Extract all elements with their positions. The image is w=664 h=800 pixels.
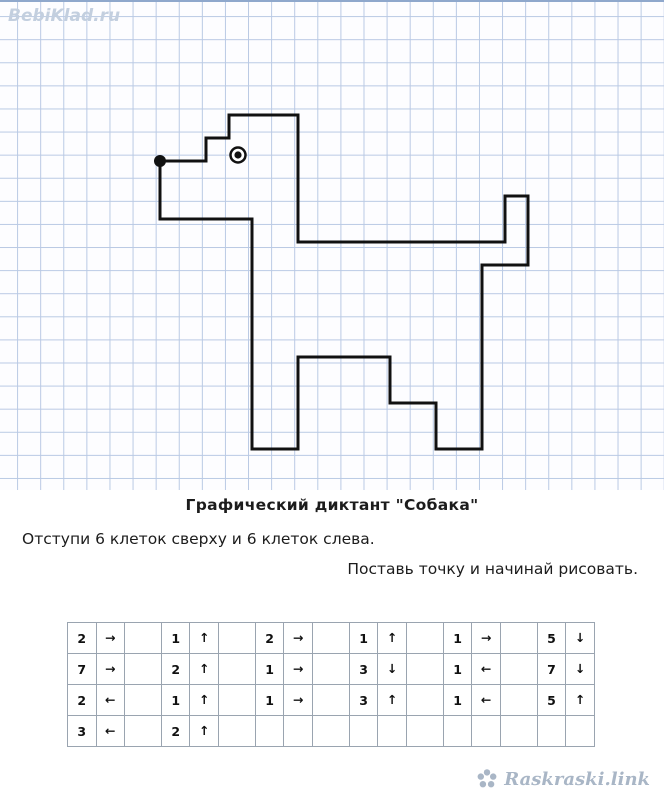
arrow-icon: → [284, 654, 313, 685]
step-count: 7 [68, 654, 97, 685]
table-row [68, 623, 595, 654]
arrow-icon: → [284, 685, 313, 716]
empty-cell [284, 716, 313, 747]
arrow-icon: → [284, 623, 313, 654]
eye-pupil [234, 151, 241, 158]
spacer-cell [406, 654, 443, 685]
step-count: 2 [255, 623, 284, 654]
arrow-icon: ↓ [378, 654, 407, 685]
arrow-icon: ↓ [566, 654, 595, 685]
step-count: 3 [349, 654, 378, 685]
instruction-line-1: Отступи 6 клеток сверху и 6 клеток слева. [22, 530, 375, 548]
spacer-cell [218, 685, 255, 716]
empty-cell [255, 716, 284, 747]
step-count: 3 [349, 685, 378, 716]
spacer-cell [500, 716, 537, 747]
start-point [154, 155, 166, 167]
step-count: 2 [161, 654, 190, 685]
empty-cell [537, 716, 566, 747]
spacer-cell [406, 716, 443, 747]
arrow-icon: ↑ [190, 716, 219, 747]
step-count: 1 [255, 685, 284, 716]
step-count: 5 [537, 623, 566, 654]
arrow-icon: ↑ [378, 623, 407, 654]
arrow-icon: ← [472, 685, 501, 716]
logo-text: Raskraski.link [504, 768, 650, 790]
instruction-line-2: Поставь точку и начинай рисовать. [347, 560, 638, 578]
empty-cell [472, 716, 501, 747]
spacer-cell [218, 623, 255, 654]
spacer-cell [125, 685, 162, 716]
table-row [68, 685, 595, 716]
spacer-cell [312, 685, 349, 716]
steps-table [67, 622, 595, 747]
arrow-icon: → [96, 654, 125, 685]
step-count: 1 [161, 685, 190, 716]
table-row [68, 654, 595, 685]
spacer-cell [125, 654, 162, 685]
spacer-cell [125, 623, 162, 654]
arrow-icon: ↑ [566, 685, 595, 716]
step-count: 2 [68, 685, 97, 716]
watermark-bebiklad: BebiKlad.ru [8, 6, 121, 26]
arrow-icon: → [96, 623, 125, 654]
empty-cell [378, 716, 407, 747]
flower-icon [476, 768, 498, 790]
arrow-icon: ← [96, 685, 125, 716]
spacer-cell [406, 685, 443, 716]
step-count: 1 [255, 654, 284, 685]
spacer-cell [125, 716, 162, 747]
empty-cell [349, 716, 378, 747]
spacer-cell [500, 654, 537, 685]
step-count: 1 [161, 623, 190, 654]
step-count: 2 [161, 716, 190, 747]
arrow-icon: ↑ [378, 685, 407, 716]
spacer-cell [406, 623, 443, 654]
table-row [68, 716, 595, 747]
spacer-cell [312, 716, 349, 747]
step-count: 3 [68, 716, 97, 747]
arrow-icon: ↓ [566, 623, 595, 654]
arrow-icon: ↑ [190, 654, 219, 685]
spacer-cell [218, 654, 255, 685]
step-count: 1 [443, 654, 472, 685]
arrow-icon: ← [472, 654, 501, 685]
spacer-cell [312, 654, 349, 685]
step-count: 1 [349, 623, 378, 654]
empty-cell [566, 716, 595, 747]
arrow-icon: ↑ [190, 685, 219, 716]
spacer-cell [312, 623, 349, 654]
empty-cell [443, 716, 472, 747]
spacer-cell [500, 623, 537, 654]
spacer-cell [500, 685, 537, 716]
step-count: 1 [443, 623, 472, 654]
arrow-icon: ← [96, 716, 125, 747]
site-logo [476, 768, 650, 790]
arrow-icon: ↑ [190, 623, 219, 654]
spacer-cell [218, 716, 255, 747]
step-count: 5 [537, 685, 566, 716]
arrow-icon: → [472, 623, 501, 654]
page-title: Графический диктант "Собака" [185, 496, 479, 514]
step-count: 1 [443, 685, 472, 716]
step-count: 2 [68, 623, 97, 654]
steps-table-wrapper [67, 622, 595, 747]
step-count: 7 [537, 654, 566, 685]
instructions-block [0, 496, 664, 578]
